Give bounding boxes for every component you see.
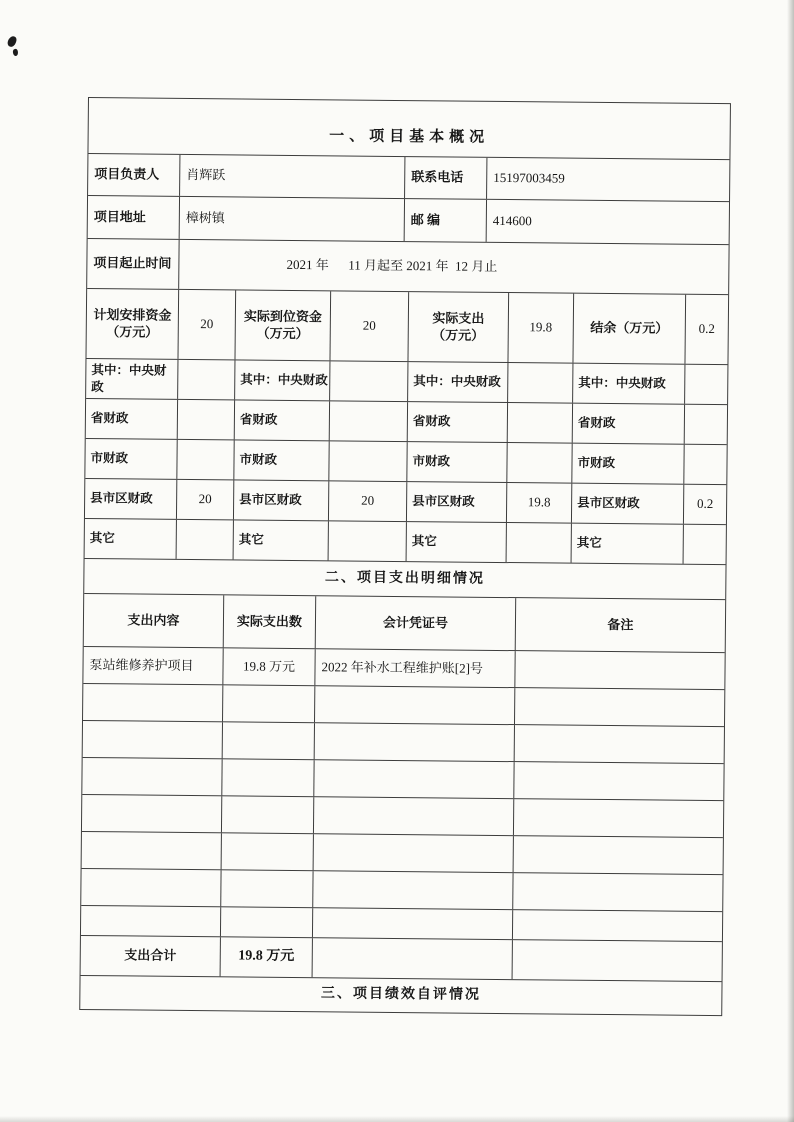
expense-total-label: 支出合计 [81, 936, 221, 976]
contact-phone-value: 15197003459 [493, 169, 565, 186]
planned-funds-value: 20 [178, 290, 236, 360]
expense-content-cell [82, 758, 222, 795]
expense-amount-cell [221, 907, 313, 937]
received-funds-label: 实际到位资金 （万元） [235, 290, 331, 360]
breakdown-row-province [86, 399, 727, 445]
section2-title: 二、项目支出明细情况 [324, 570, 485, 587]
postal-code-value: 414600 [492, 212, 532, 228]
central-finance-value [685, 365, 727, 404]
expense-content-cell [82, 832, 222, 869]
province-finance-label: 省财政 [408, 402, 508, 442]
expense-total-value: 19.8 万元 [221, 937, 313, 977]
expenditure-row [81, 869, 722, 912]
expense-amount-cell: 19.8 万元 [223, 648, 315, 685]
breakdown-row-other [85, 519, 726, 565]
central-finance-label: 其中：中央财政 [408, 362, 508, 402]
breakdown-row-city [85, 439, 726, 485]
expense-content-cell: 泵站维修养护项目 [83, 647, 223, 684]
expenditure-row [83, 721, 724, 764]
leader-label: 项目负责人 [88, 154, 180, 196]
expense-amount-cell [223, 722, 315, 759]
province-finance-value [330, 401, 408, 441]
city-finance-label: 市财政 [234, 440, 329, 480]
city-finance-label: 市财政 [407, 442, 507, 482]
province-finance-label: 省财政 [86, 399, 178, 439]
county-finance-label: 县市区财政 [407, 482, 507, 522]
other-finance-value [329, 521, 407, 561]
project-address-row [88, 196, 729, 245]
expense-amount-cell [221, 870, 313, 907]
expense-amount-cell [223, 685, 315, 722]
other-finance-value [507, 523, 572, 563]
county-finance-value: 0.2 [696, 495, 714, 512]
postal-code-label: 邮 编 [405, 199, 487, 242]
city-finance-label: 市财政 [572, 444, 684, 484]
expense-content-cell [83, 684, 223, 721]
county-finance-label: 县市区财政 [572, 484, 684, 524]
county-finance-value: 20 [177, 480, 234, 520]
period-value: 2021 年 11 月起至 2021 年 12 月止 [286, 256, 498, 274]
city-finance-value [329, 441, 407, 481]
expenditure-row [83, 684, 724, 727]
scan-speck [12, 49, 18, 57]
province-finance-value [508, 403, 573, 443]
balance-label: 结余（万元） [573, 294, 686, 364]
county-finance-label: 县市区财政 [234, 480, 329, 520]
expense-content-cell [83, 721, 223, 758]
breakdown-row-county [85, 479, 726, 525]
province-finance-value [178, 400, 235, 440]
section1-title-row [88, 98, 730, 160]
central-finance-label: 其中：中央财政 [573, 364, 685, 404]
central-finance-label: 其中：中央财政 [235, 360, 330, 400]
breakdown-row-central [86, 359, 727, 405]
remarks-header: 备注 [607, 616, 634, 632]
expenditure-row [82, 758, 723, 801]
received-funds-value: 20 [330, 291, 409, 361]
actual-expenditure-label: 实际支出 （万元） [408, 292, 509, 362]
expense-voucher-cell [315, 723, 515, 761]
balance-value: 0.2 [698, 320, 716, 337]
city-finance-value [507, 443, 572, 483]
other-finance-label: 其它 [85, 519, 177, 559]
expense-voucher-cell [313, 908, 513, 939]
address-value: 樟树镇 [180, 197, 405, 241]
expense-amount-cell [222, 759, 314, 796]
central-finance-value [508, 363, 573, 403]
expense-note-cell [514, 762, 723, 800]
central-finance-label: 其中：中央财政 [86, 359, 178, 399]
voucher-number-header: 会计凭证号 [316, 596, 516, 650]
project-period-row [87, 239, 728, 295]
central-finance-value [178, 360, 235, 400]
other-finance-label: 其它 [407, 522, 507, 562]
expense-voucher-cell [314, 797, 514, 835]
county-finance-label: 县市区财政 [85, 479, 177, 519]
expense-note-cell [515, 725, 724, 763]
scan-speck [6, 35, 17, 48]
expense-voucher-cell [314, 834, 514, 872]
other-finance-value [177, 520, 234, 560]
period-label: 项目起止时间 [87, 239, 179, 289]
expense-voucher-cell [314, 760, 514, 798]
expenditure-row [82, 832, 723, 875]
expense-note-cell [513, 873, 722, 911]
section3-title: 三、项目绩效自评情况 [320, 986, 481, 1004]
other-finance-value [684, 525, 726, 564]
expense-total-voucher-cell [313, 938, 513, 979]
city-finance-value [177, 440, 234, 480]
expenditure-row [83, 647, 724, 690]
province-finance-value [685, 405, 727, 444]
leader-value: 肖辉跃 [180, 155, 405, 198]
expense-content-cell [81, 869, 221, 906]
county-finance-value: 20 [329, 481, 407, 521]
central-finance-value [330, 361, 408, 401]
province-finance-label: 省财政 [573, 404, 685, 444]
scan-edge-shadow [787, 0, 794, 1122]
expense-voucher-cell [313, 871, 513, 909]
expense-note-cell [515, 688, 724, 726]
planned-funds-label: 计划安排资金 （万元） [86, 289, 179, 359]
expense-voucher-cell: 2022 年补水工程维护账[2]号 [315, 649, 515, 687]
project-leader-row [88, 154, 729, 202]
expense-content-cell [81, 906, 221, 936]
province-finance-label: 省财政 [235, 400, 330, 440]
expense-content-header: 支出内容 [84, 594, 224, 647]
contact-phone-label: 联系电话 [405, 157, 487, 199]
project-summary-form [79, 97, 731, 1016]
other-finance-label: 其它 [234, 520, 329, 560]
expense-note-cell [514, 836, 723, 874]
actual-amount-header: 实际支出数 [224, 595, 316, 648]
expenditure-total-row [81, 936, 722, 982]
section3-title-row [80, 976, 721, 1015]
expense-content-cell [82, 795, 222, 832]
expenditure-header-row [84, 594, 725, 653]
other-finance-label: 其它 [572, 524, 684, 564]
address-label: 项目地址 [88, 196, 180, 239]
expense-total-note-cell [513, 940, 722, 981]
expense-note-cell [513, 910, 722, 941]
city-finance-label: 市财政 [85, 439, 177, 479]
expense-amount-cell [222, 796, 314, 833]
scan-edge-shadow [0, 1116, 794, 1122]
expense-voucher-cell [315, 686, 515, 724]
county-finance-value: 19.8 [507, 483, 572, 523]
expense-note-cell [515, 651, 724, 689]
expense-note-cell [514, 799, 723, 837]
actual-expenditure-value: 19.8 [508, 293, 574, 363]
expenditure-row [82, 795, 723, 838]
expense-amount-cell [222, 833, 314, 870]
section1-title: 一、项目基本概况 [329, 127, 490, 146]
city-finance-value [684, 445, 726, 484]
funding-summary-row [86, 289, 728, 365]
